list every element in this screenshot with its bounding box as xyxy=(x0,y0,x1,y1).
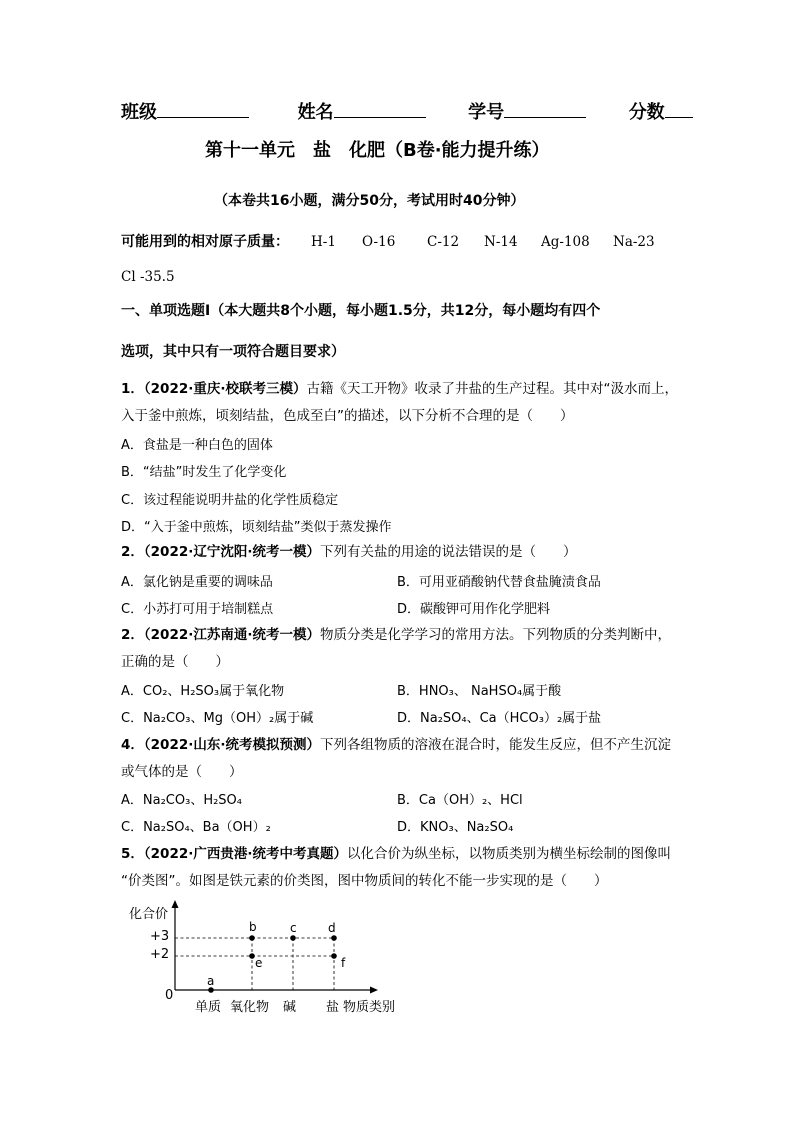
question-number: 5． xyxy=(121,846,144,862)
figure-xtick-oxide: 氧化物 xyxy=(230,1000,270,1015)
question-number: 4． xyxy=(121,737,144,753)
class-blank[interactable] xyxy=(157,99,249,118)
section-heading-line2: 选项，其中只有一项符合题目要求） xyxy=(121,344,345,360)
atomic-mass-o: O-16 xyxy=(362,234,396,250)
question-source: （2022·江苏南通·统考一模） xyxy=(143,627,320,643)
question-3-stem-cont: 正确的是（ ） xyxy=(121,654,229,670)
question-2 xyxy=(121,541,577,563)
question-source: （2022·山东·统考模拟预测） xyxy=(143,737,320,753)
question-stem: 下列各组物质的溶液在混合时，能发生反应，但不产生沉淀 xyxy=(320,737,671,753)
section-heading-line1: 一、单项选题Ⅰ（本大题共8个小题，每小题1.5分，共12分，每小题均有四个 xyxy=(121,303,601,319)
question-source: （2022·广西贵港·统考中考真题） xyxy=(143,846,347,862)
name-blank[interactable] xyxy=(334,99,426,118)
question-number: 1． xyxy=(121,381,144,397)
score-label: 分数 xyxy=(628,102,665,123)
point-label-c: c xyxy=(290,921,297,935)
question-stem: 物质分类是化学学习的常用方法。下列物质的分类判断中， xyxy=(320,627,671,643)
valence-class-diagram xyxy=(160,898,400,1008)
question-stem: 以化合价为纵坐标，以物质类别为横坐标绘制的图像叫 xyxy=(347,846,671,862)
atomic-mass-label: 可能用到的相对原子质量： xyxy=(121,234,289,250)
question-source: （2022·辽宁沈阳·统考一模） xyxy=(143,544,320,560)
q3-option-a[interactable]: A．CO₂、H₂SO₃属于氧化物 xyxy=(121,684,285,699)
id-blank[interactable] xyxy=(504,99,586,118)
q2-option-c[interactable]: C．小苏打可用于培制糕点 xyxy=(121,602,274,617)
question-stem: 下列有关盐的用途的说法错误的是（ ） xyxy=(320,544,577,560)
q4-option-c[interactable]: C．Na₂SO₄、Ba（OH）₂ xyxy=(121,820,271,835)
page-subtitle: （本卷共16小题，满分50分，考试用时40分钟） xyxy=(214,193,525,209)
question-1-stem-cont: 入于釜中煎炼，顷刻结盐，色成至白”的描述，以下分析不合理的是（ ） xyxy=(121,408,574,424)
point-label-f: f xyxy=(341,956,346,970)
point-label-a: a xyxy=(207,974,215,988)
question-1 xyxy=(121,378,678,400)
y-axis-arrow xyxy=(172,900,179,908)
q3-option-c[interactable]: C．Na₂CO₃、Mg（OH）₂属于碱 xyxy=(121,711,314,726)
score-blank[interactable] xyxy=(665,99,693,118)
class-label: 班级 xyxy=(121,102,157,123)
q4-option-b[interactable]: B．Ca（OH）₂、HCl xyxy=(397,793,523,808)
question-number: 2． xyxy=(121,544,144,560)
q3-option-d[interactable]: D．Na₂SO₄、Ca（HCO₃）₂属于盐 xyxy=(397,711,602,726)
atomic-mass-ag: Ag-108 xyxy=(541,234,590,250)
id-label: 学号 xyxy=(468,102,505,123)
question-source: （2022·重庆·校联考三模） xyxy=(143,381,307,397)
q2-option-a[interactable]: A．氯化钠是重要的调味品 xyxy=(121,575,273,590)
atomic-mass-n: N-14 xyxy=(484,234,518,250)
q4-option-a[interactable]: A．Na₂CO₃、H₂SO₄ xyxy=(121,793,242,808)
point-c xyxy=(290,935,296,941)
atomic-mass-cl: Cl -35.5 xyxy=(121,269,175,285)
figure-xtick-salt: 盐 xyxy=(326,1000,340,1015)
page-title: 第十一单元 盐 化肥（B卷·能力提升练） xyxy=(205,140,550,161)
question-number: 2． xyxy=(121,627,144,643)
student-info-header xyxy=(121,98,693,124)
figure-ytick-2: +2 xyxy=(150,947,170,962)
question-4 xyxy=(121,734,671,756)
figure-ytick-3: +3 xyxy=(150,929,170,944)
q2-option-d[interactable]: D．碳酸钾可用作化学肥料 xyxy=(397,602,551,617)
atomic-mass-na: Na-23 xyxy=(613,234,655,250)
q3-option-b[interactable]: B．HNO₃、 NaHSO₄属于酸 xyxy=(397,684,562,699)
question-5 xyxy=(121,843,671,865)
q1-option-a[interactable]: A．食盐是一种白色的固体 xyxy=(121,438,273,453)
point-a xyxy=(208,987,214,993)
figure-xtick-element: 单质 xyxy=(195,1000,222,1015)
point-b xyxy=(249,935,255,941)
q1-option-b[interactable]: B．“结盐”时发生了化学变化 xyxy=(121,465,287,480)
point-f xyxy=(331,953,337,959)
point-label-b: b xyxy=(249,920,257,934)
question-stem: 古籍《天工开物》收录了井盐的生产过程。其中对“汲水而上， xyxy=(306,381,678,397)
point-label-e: e xyxy=(255,956,263,970)
point-d xyxy=(331,935,337,941)
name-label: 姓名 xyxy=(297,102,334,123)
figure-xlabel: 物质类别 xyxy=(343,1000,396,1015)
atomic-mass-h: H-1 xyxy=(311,234,336,250)
atomic-mass-line xyxy=(121,231,289,251)
point-label-d: d xyxy=(328,921,336,935)
q4-option-d[interactable]: D．KNO₃、Na₂SO₄ xyxy=(397,820,514,835)
question-5-stem-cont: “价类图”。如图是铁元素的价类图，图中物质间的转化不能一步实现的是（ ） xyxy=(121,873,608,889)
q2-option-b[interactable]: B．可用亚硝酸钠代替食盐腌渍食品 xyxy=(397,575,601,590)
q1-option-c[interactable]: C．该过程能说明井盐的化学性质稳定 xyxy=(121,493,339,508)
point-e xyxy=(249,953,255,959)
question-3 xyxy=(121,624,671,646)
x-axis-arrow xyxy=(370,987,378,994)
figure-xtick-base: 碱 xyxy=(283,1000,297,1015)
atomic-mass-c: C-12 xyxy=(427,234,460,250)
figure-origin: 0 xyxy=(165,988,174,1003)
question-4-stem-cont: 或气体的是（ ） xyxy=(121,764,243,780)
figure-ylabel: 化合价 xyxy=(129,907,169,922)
q1-option-d[interactable]: D．“入于釜中煎炼，顷刻结盐”类似于蒸发操作 xyxy=(121,520,392,535)
